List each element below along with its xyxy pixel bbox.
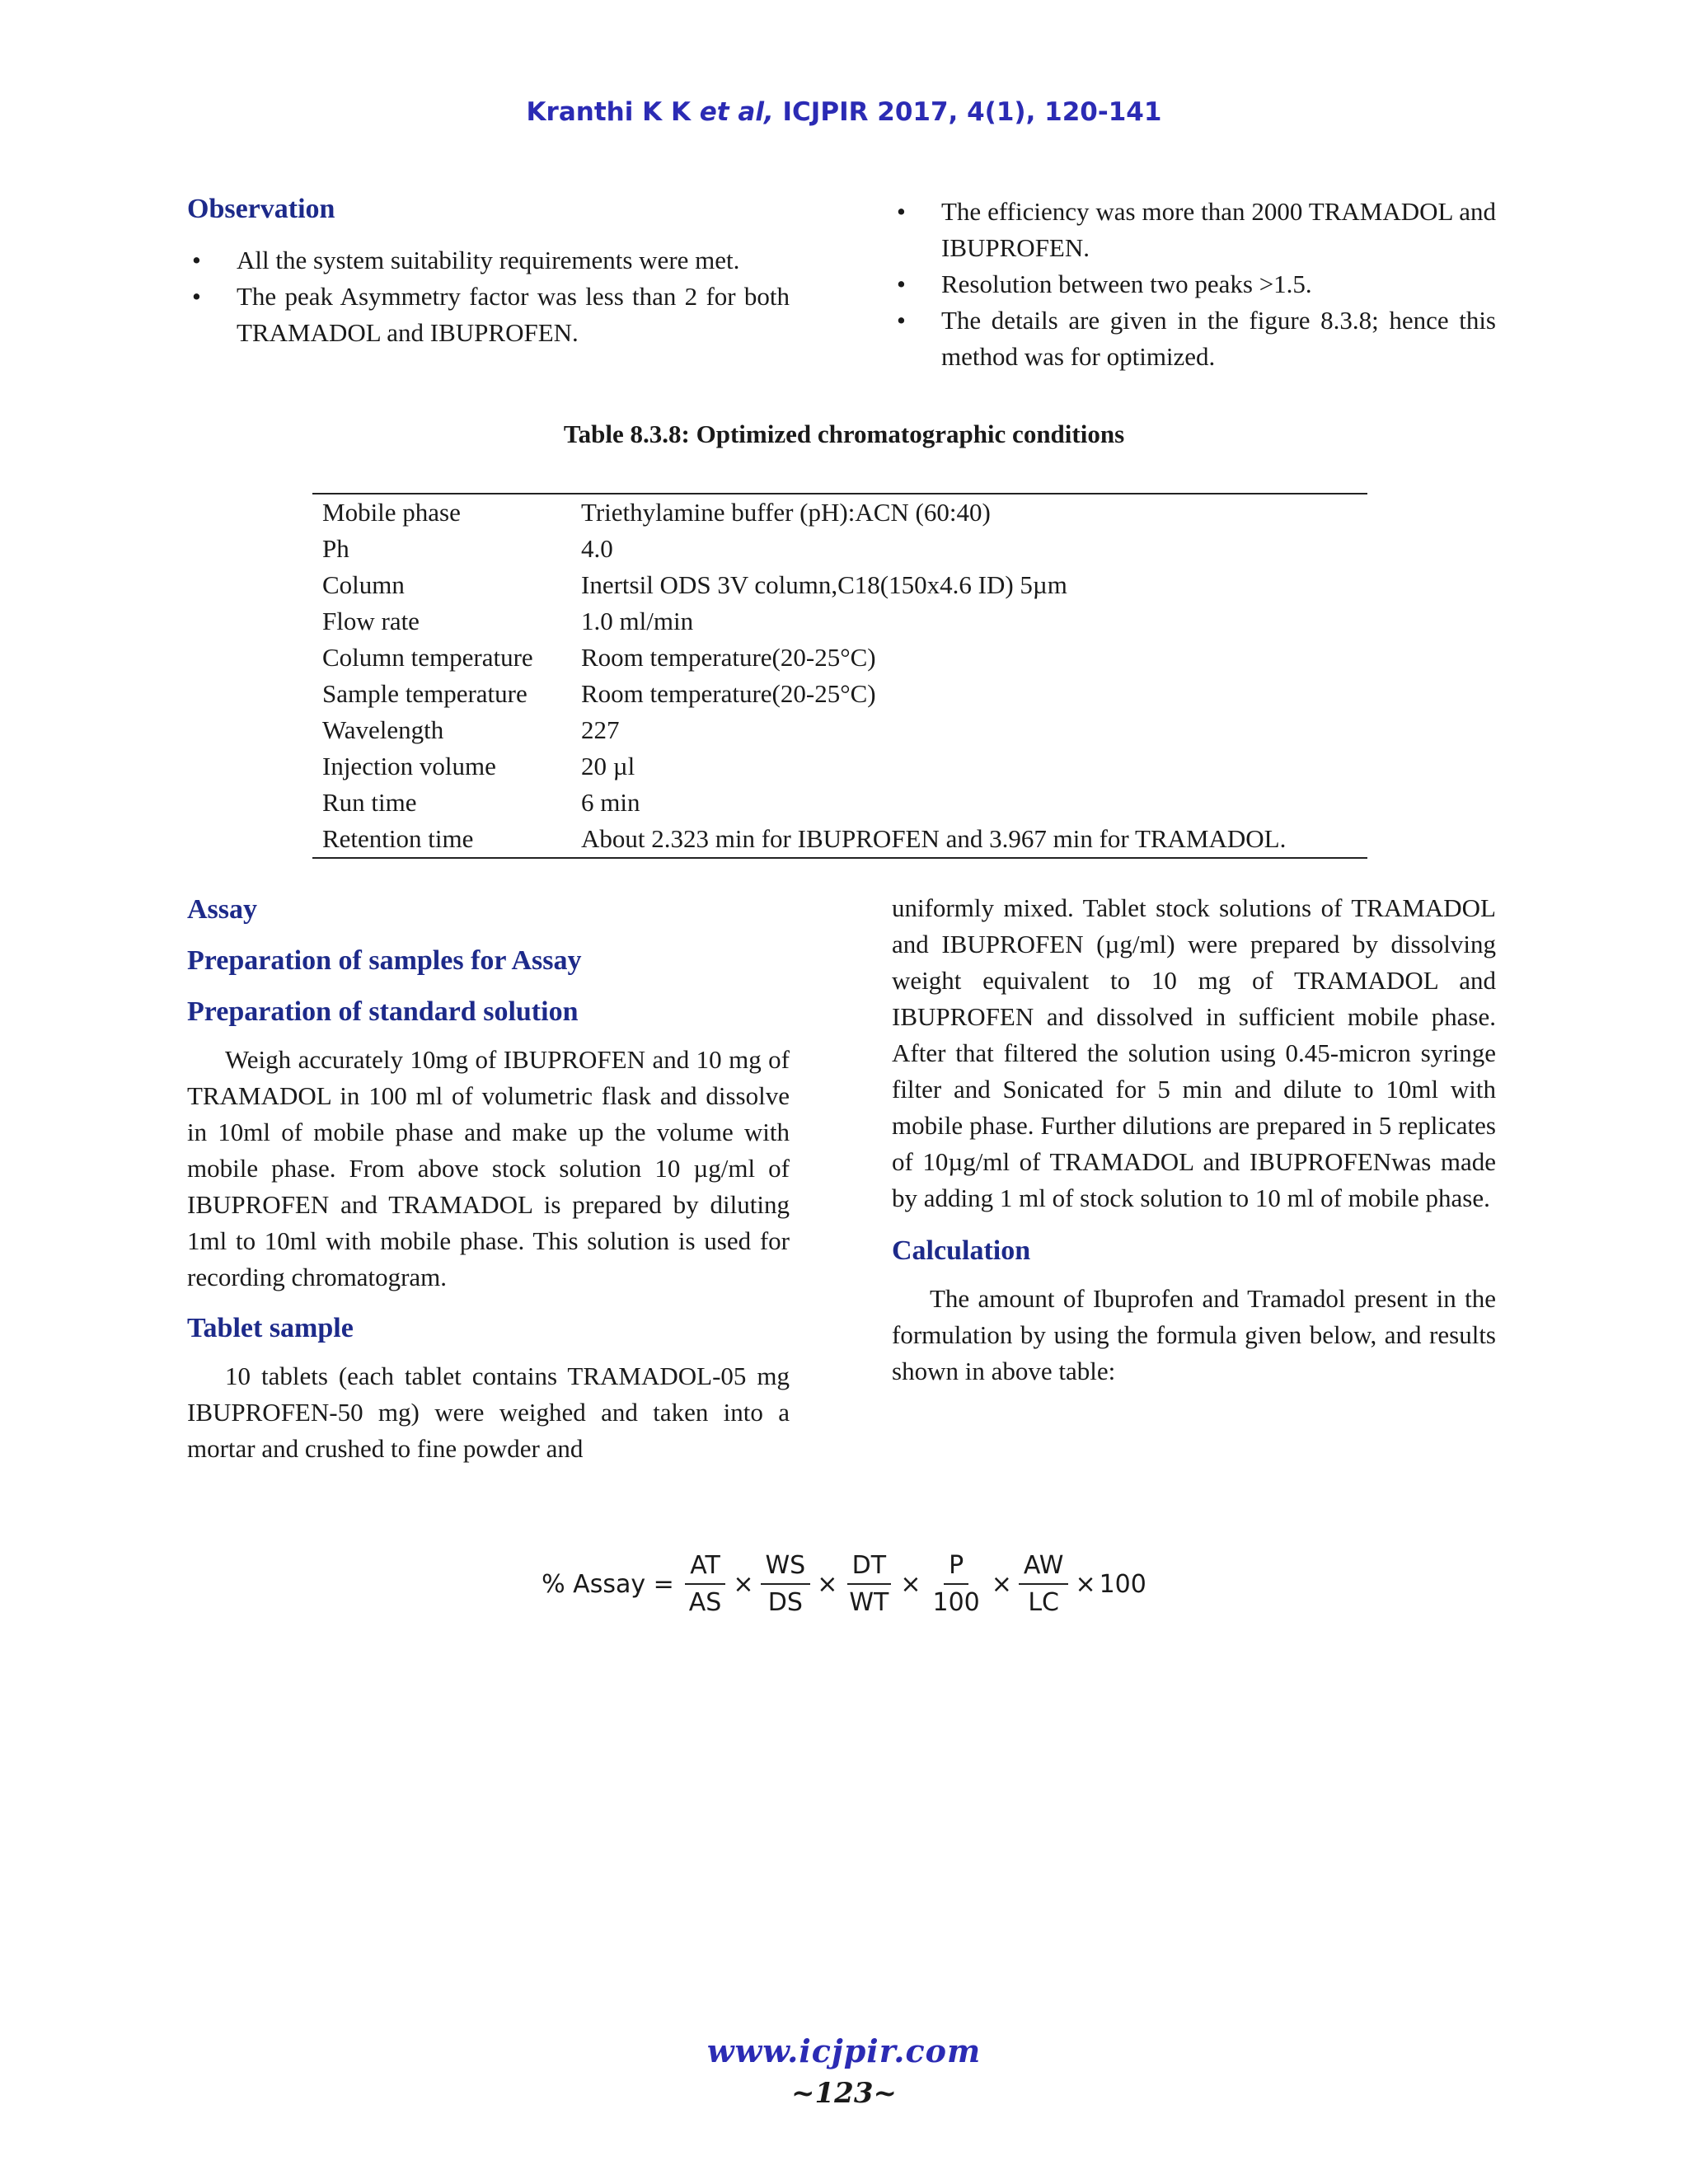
table-cell-value: 4.0 — [581, 534, 613, 563]
table-cell-parameter: Ph — [322, 534, 349, 563]
list-item: • The efficiency was more than 2000 TRAMADOL and IBUPROFEN. — [892, 194, 1496, 266]
table-cell-value: Inertsil ODS 3V column,C18(150x4.6 ID) 5µm — [581, 570, 1067, 599]
formula-lhs: % Assay = — [542, 1569, 674, 1599]
table-cell-parameter: Column temperature — [322, 643, 533, 672]
table-row — [312, 748, 1367, 785]
fraction-aw-lc — [1019, 1551, 1069, 1617]
calculation-paragraph: The amount of Ibuprofen and Tramadol present in the formulation by using the formula given below, and results shown in above table: — [892, 1284, 1496, 1385]
tablet-title: Tablet sample — [187, 1313, 354, 1343]
table-row — [312, 531, 1367, 567]
fraction-denominator: 100 — [932, 1588, 980, 1617]
fraction-numerator: DT — [847, 1551, 891, 1585]
table-cell-value: 1.0 ml/min — [581, 607, 694, 635]
table-caption: Table 8.3.8: Optimized chromatographic conditions — [563, 419, 1125, 448]
tablet-paragraph-cont: uniformly mixed. Tablet stock solutions of TRAMADOL and IBUPROFEN (µg/ml) were prepared by dissolving weight equivalent to 10 mg of TRAMADOL and IBUPROFEN and dissolved in sufficient mobile phase. After that filtered the solution using 0.45-micron syringe filter and Sonicated for 5 min and dilute to 10ml with mobile phase. Further dilutions are prepared in 5 replicates of 10µg/ml of TRAMADOL and IBUPROFENwas made by adding 1 ml of stock solution to 10 ml of mobile phase. — [892, 893, 1496, 1212]
table-cell-value: 227 — [581, 715, 620, 744]
times-sign: × — [817, 1569, 838, 1599]
table-cell-parameter: Flow rate — [322, 607, 420, 635]
header-etal: et al, — [699, 97, 774, 127]
list-item: • All the system suitability requirements were met. — [187, 242, 790, 279]
fraction-denominator: DS — [767, 1588, 803, 1617]
header-citation: ICJPIR 2017, 4(1), 120-141 — [773, 97, 1162, 127]
assay-right-column — [892, 890, 1496, 1390]
fraction-dt-wt — [844, 1551, 893, 1617]
times-sign: × — [991, 1569, 1012, 1599]
table-cell-parameter: Mobile phase — [322, 498, 461, 527]
standard-paragraph: Weigh accurately 10mg of IBUPROFEN and 10 mg of TRAMADOL in 100 ml of volumetric flask and dissolve in 10ml of mobile phase and make up the volume with mobile phase. From above stock solution 10 µg/ml of IBUPROFEN and TRAMADOL is prepared by diluting 1ml to 10ml with mobile phase. This solution is used for recording chromatogram. — [187, 1045, 790, 1291]
table-row — [312, 676, 1367, 712]
conditions-table — [312, 493, 1367, 859]
table-row — [312, 640, 1367, 676]
running-header — [0, 97, 1688, 127]
table-cell-value: 6 min — [581, 788, 640, 817]
observation-list-left — [187, 242, 790, 351]
prep-samples-title: Preparation of samples for Assay — [187, 945, 582, 976]
table-cell-value: About 2.323 min for IBUPROFEN and 3.967 min for TRAMADOL. — [581, 824, 1287, 853]
observation-right — [892, 194, 1496, 375]
page-number: ~123~ — [791, 2077, 897, 2110]
fraction-p-100 — [928, 1551, 985, 1617]
times-sign: × — [733, 1569, 754, 1599]
table-row — [312, 785, 1367, 821]
times-sign: × — [900, 1569, 921, 1599]
conditions-table-body — [312, 494, 1367, 858]
table-row — [312, 603, 1367, 640]
assay-left-column — [187, 892, 790, 1467]
observation-left — [187, 191, 790, 351]
fraction-denominator: AS — [688, 1588, 722, 1617]
table-cell-parameter: Column — [322, 570, 405, 599]
observation-list-right — [892, 194, 1496, 375]
fraction-numerator: WS — [761, 1551, 811, 1585]
tablet-paragraph: 10 tablets (each tablet contains TRAMADOL-05 mg IBUPROFEN-50 mg) were weighed and taken into a mortar and crushed to fine powder and — [187, 1361, 790, 1463]
list-item: • The peak Asymmetry factor was less than 2 for both TRAMADOL and IBUPROFEN. — [187, 279, 790, 351]
list-item: • The details are given in the figure 8.3.8; hence this method was for optimized. — [892, 302, 1496, 375]
fraction-numerator: AT — [685, 1551, 725, 1585]
fraction-denominator: WT — [849, 1588, 889, 1617]
table-cell-value: Triethylamine buffer (pH):ACN (60:40) — [581, 498, 991, 527]
table-row — [312, 567, 1367, 603]
table-cell-parameter: Injection volume — [322, 752, 496, 780]
formula-tail: 100 — [1099, 1569, 1146, 1599]
fraction-denominator: LC — [1028, 1588, 1060, 1617]
table-row — [312, 494, 1367, 531]
fraction-ws-ds — [761, 1551, 811, 1617]
observation-title: Observation — [187, 194, 335, 224]
table-row — [312, 712, 1367, 748]
footer-url[interactable]: www.icjpir.com — [706, 2032, 982, 2069]
table-cell-parameter: Sample temperature — [322, 679, 528, 708]
fraction-numerator: AW — [1019, 1551, 1069, 1585]
assay-formula — [0, 1551, 1688, 1617]
fraction-at-as — [684, 1551, 727, 1617]
calculation-title: Calculation — [892, 1235, 1031, 1266]
table-cell-value: 20 µl — [581, 752, 635, 780]
table-cell-parameter: Retention time — [322, 824, 474, 853]
table-row — [312, 821, 1367, 858]
table-cell-value: Room temperature(20-25°C) — [581, 643, 876, 672]
table-cell-parameter: Wavelength — [322, 715, 444, 744]
times-sign: × — [1075, 1569, 1096, 1599]
list-item: • Resolution between two peaks >1.5. — [892, 266, 1496, 302]
prep-standard-title: Preparation of standard solution — [187, 996, 579, 1027]
table-cell-value: Room temperature(20-25°C) — [581, 679, 876, 708]
table-cell-parameter: Run time — [322, 788, 417, 817]
header-authors: Kranthi K K — [526, 97, 700, 127]
assay-title: Assay — [187, 894, 258, 925]
fraction-numerator: P — [944, 1551, 968, 1585]
